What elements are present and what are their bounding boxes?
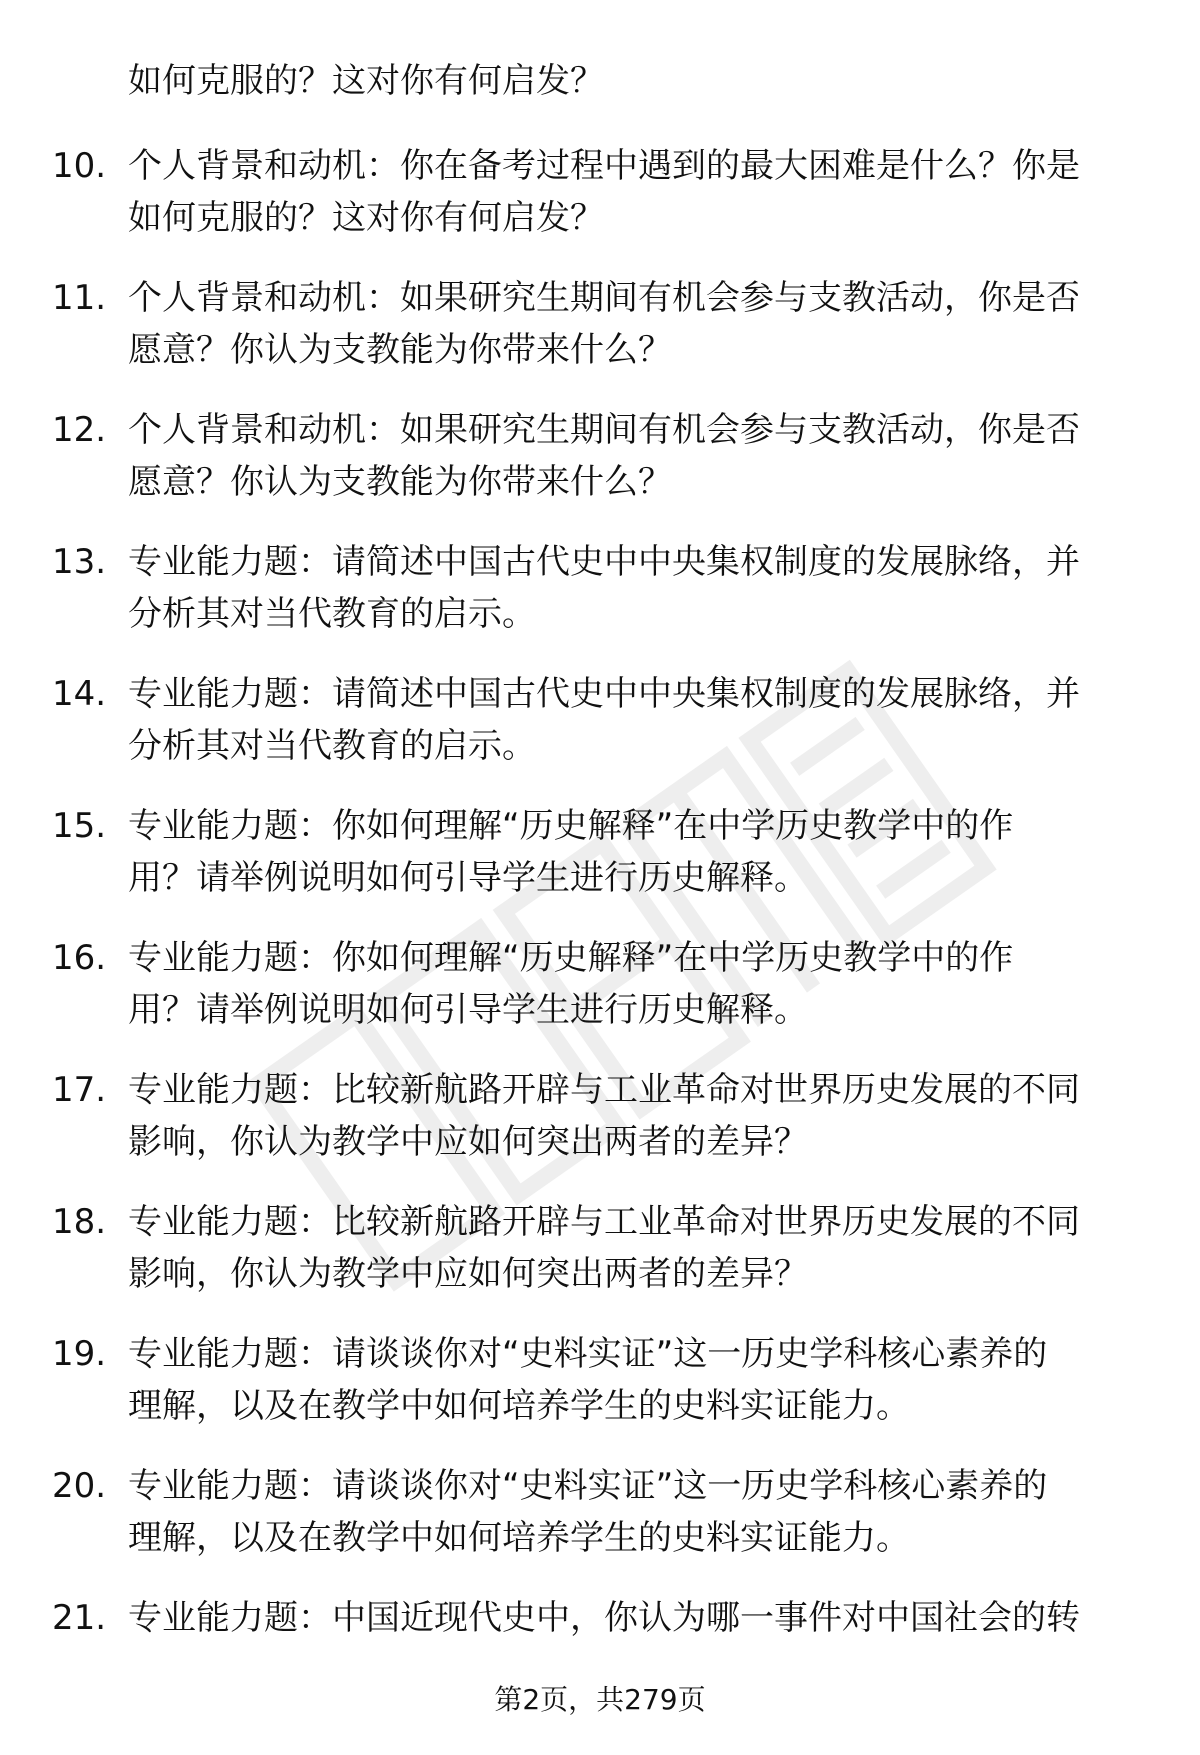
question-text-line: 个人背景和动机：如果研究生期间有机会参与支教活动，你是否 <box>128 278 1080 318</box>
list-item <box>0 272 1200 404</box>
list-item <box>0 1460 1200 1592</box>
question-number: 18. <box>52 1202 107 1242</box>
continuation-text: 如何克服的？这对你有何启发？ <box>128 61 604 101</box>
question-text-line: 专业能力题：请谈谈你对“史料实证”这一历史学科核心素养的 <box>128 1466 1048 1506</box>
question-text-line: 个人背景和动机：如果研究生期间有机会参与支教活动，你是否 <box>128 410 1080 450</box>
question-text-line: 专业能力题：请谈谈你对“史料实证”这一历史学科核心素养的 <box>128 1334 1048 1374</box>
question-text-line: 用？请举例说明如何引导学生进行历史解释。 <box>128 858 808 898</box>
question-text-line: 专业能力题：你如何理解“历史解释”在中学历史教学中的作 <box>128 938 1014 978</box>
list-item <box>0 140 1200 272</box>
question-text-line: 专业能力题：你如何理解“历史解释”在中学历史教学中的作 <box>128 806 1014 846</box>
question-text-line: 影响，你认为教学中应如何突出两者的差异？ <box>128 1122 808 1162</box>
question-number: 17. <box>52 1070 107 1110</box>
question-number: 12. <box>52 410 107 450</box>
question-number: 13. <box>52 542 107 582</box>
list-item <box>0 536 1200 668</box>
list-item <box>0 668 1200 800</box>
question-number: 14. <box>52 674 107 714</box>
question-text-line: 分析其对当代教育的启示。 <box>128 594 536 634</box>
question-text-line: 分析其对当代教育的启示。 <box>128 726 536 766</box>
list-item <box>0 404 1200 536</box>
question-number: 11. <box>52 278 107 318</box>
list-item <box>0 1064 1200 1196</box>
question-text-line: 专业能力题：请简述中国古代史中中央集权制度的发展脉络，并 <box>128 542 1080 582</box>
question-text-line: 用？请举例说明如何引导学生进行历史解释。 <box>128 990 808 1030</box>
question-text-line: 如何克服的？这对你有何启发？ <box>128 198 604 238</box>
question-text-line: 影响，你认为教学中应如何突出两者的差异？ <box>128 1254 808 1294</box>
question-text-line: 专业能力题：比较新航路开辟与工业革命对世界历史发展的不同 <box>128 1070 1080 1110</box>
question-number: 21. <box>52 1598 107 1638</box>
question-text-line: 愿意？你认为支教能为你带来什么？ <box>128 330 672 370</box>
question-number: 15. <box>52 806 107 846</box>
question-list <box>0 140 1200 1724</box>
question-text-line: 理解，以及在教学中如何培养学生的史料实证能力。 <box>128 1386 910 1426</box>
question-text-line: 专业能力题：中国近现代史中，你认为哪一事件对中国社会的转 <box>128 1598 1080 1638</box>
question-text-line: 理解，以及在教学中如何培养学生的史料实证能力。 <box>128 1518 910 1558</box>
page-number: 第2页，共279页 <box>494 1683 706 1716</box>
question-text-line: 个人背景和动机：你在备考过程中遇到的最大困难是什么？你是 <box>128 146 1080 186</box>
question-text-line: 专业能力题：请简述中国古代史中中央集权制度的发展脉络，并 <box>128 674 1080 714</box>
list-item <box>0 932 1200 1064</box>
list-item <box>0 800 1200 932</box>
question-number: 10. <box>52 146 107 186</box>
question-number: 20. <box>52 1466 107 1506</box>
list-item <box>0 1196 1200 1328</box>
question-number: 16. <box>52 938 107 978</box>
list-item <box>0 1328 1200 1460</box>
question-number: 19. <box>52 1334 107 1374</box>
question-text-line: 愿意？你认为支教能为你带来什么？ <box>128 462 672 502</box>
question-text-line: 专业能力题：比较新航路开辟与工业革命对世界历史发展的不同 <box>128 1202 1080 1242</box>
